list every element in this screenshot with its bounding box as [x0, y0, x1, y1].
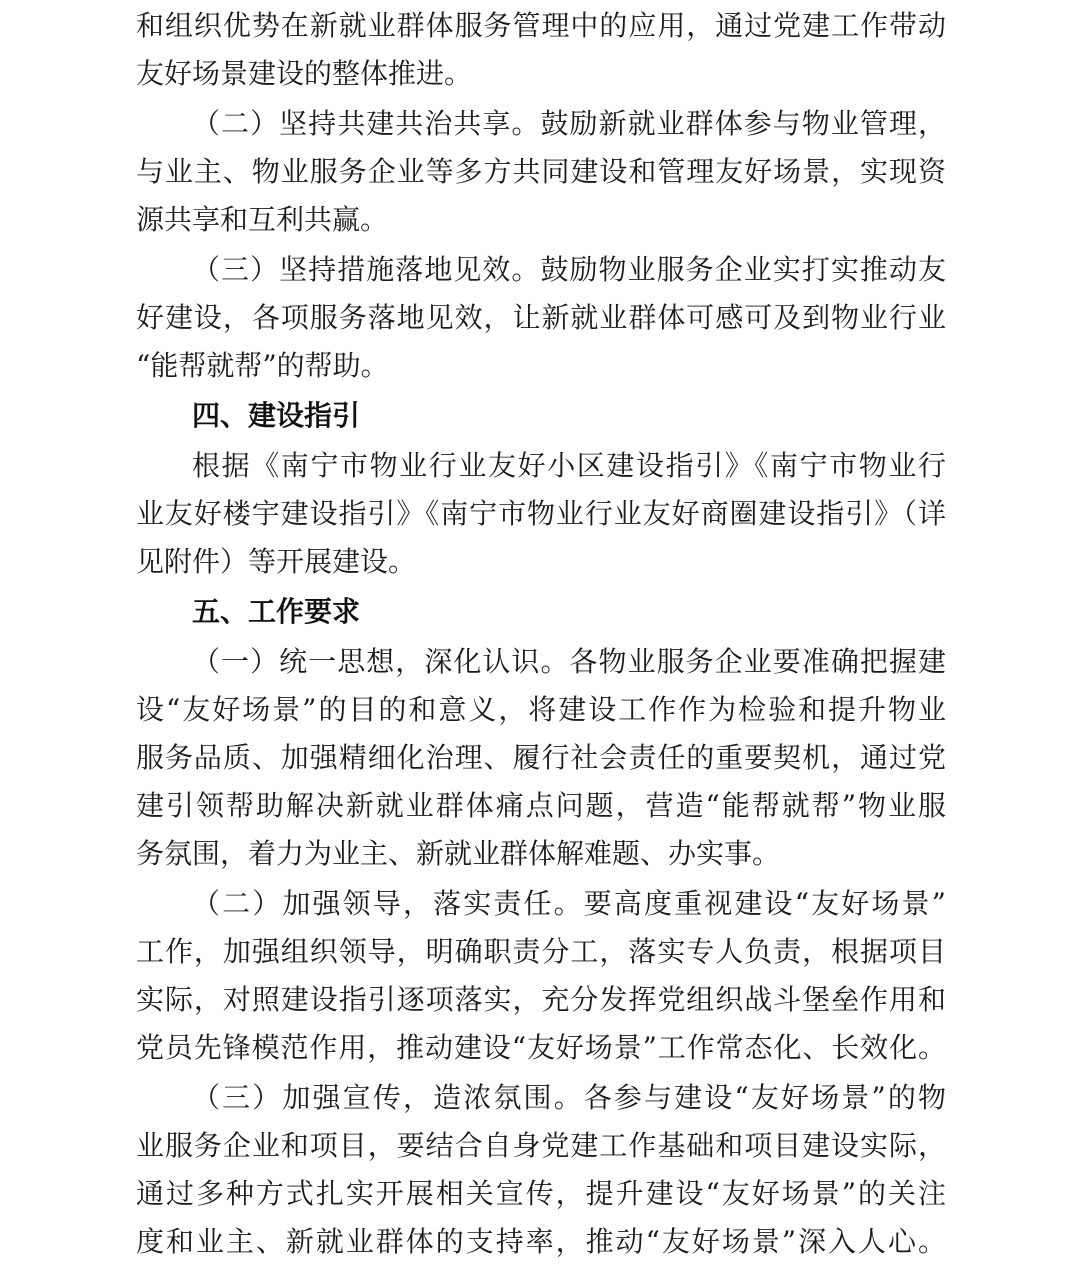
body-text-line: 源共享和互利共赢。: [136, 203, 389, 236]
body-text-line: 工作，加强组织领导，明确职责分工，落实专人负责，根据项目: [136, 935, 946, 968]
body-text-line: 与业主、物业服务企业等多方共同建设和管理友好场景，实现资: [136, 155, 946, 188]
body-text-line: 建引领帮助解决新就业群体痛点问题，营造“能帮就帮”物业服: [136, 789, 946, 822]
body-text-line: 务氛围，着力为业主、新就业群体解难题、办实事。: [136, 837, 781, 870]
paragraph-first-line: 根据《南宁市物业行业友好小区建设指引》《南宁市物业行: [192, 449, 946, 482]
body-text-line: 设“友好场景”的目的和意义，将建设工作作为检验和提升物业: [136, 693, 946, 726]
paragraph-first-line: （二）坚持共建共治共享。鼓励新就业群体参与物业管理，: [192, 107, 946, 140]
body-text-line: 见附件）等开展建设。: [136, 545, 417, 578]
body-text-line: 友好场景建设的整体推进。: [136, 57, 473, 90]
body-text-line: 好建设，各项服务落地见效，让新就业群体可感可及到物业行业: [136, 301, 946, 334]
body-text-line: 服务品质、加强精细化治理、履行社会责任的重要契机，通过党: [136, 741, 946, 774]
body-text-line: 实际，对照建设指引逐项落实，充分发挥党组织战斗堡垒作用和: [136, 983, 946, 1016]
section-heading-requirements: 五、工作要求: [192, 595, 361, 628]
body-text-line: 度和业主、新就业群体的支持率，推动“友好场景”深入人心。: [136, 1225, 946, 1258]
section-heading-guidelines: 四、建设指引: [192, 399, 361, 432]
paragraph-first-line: （一）统一思想，深化认识。各物业服务企业要准确把握建: [192, 645, 946, 678]
body-text-line: 和组织优势在新就业群体服务管理中的应用，通过党建工作带动: [136, 9, 946, 42]
body-text-line: 通过多种方式扎实开展相关宣传，提升建设“友好场景”的关注: [136, 1177, 946, 1210]
body-text-line: 业友好楼宇建设指引》《南宁市物业行业友好商圈建设指引》（详: [136, 497, 946, 530]
paragraph-first-line: （三）坚持措施落地见效。鼓励物业服务企业实打实推动友: [192, 253, 946, 286]
body-text-line: “能帮就帮”的帮助。: [136, 349, 389, 382]
paragraph-first-line: （三）加强宣传，造浓氛围。各参与建设“友好场景”的物: [192, 1081, 946, 1114]
body-text-line: 党员先锋模范作用，推动建设“友好场景”工作常态化、长效化。: [136, 1031, 946, 1064]
body-text-line: 业服务企业和项目，要结合自身党建工作基础和项目建设实际，: [136, 1129, 946, 1162]
paragraph-first-line: （二）加强领导，落实责任。要高度重视建设“友好场景”: [192, 887, 946, 920]
